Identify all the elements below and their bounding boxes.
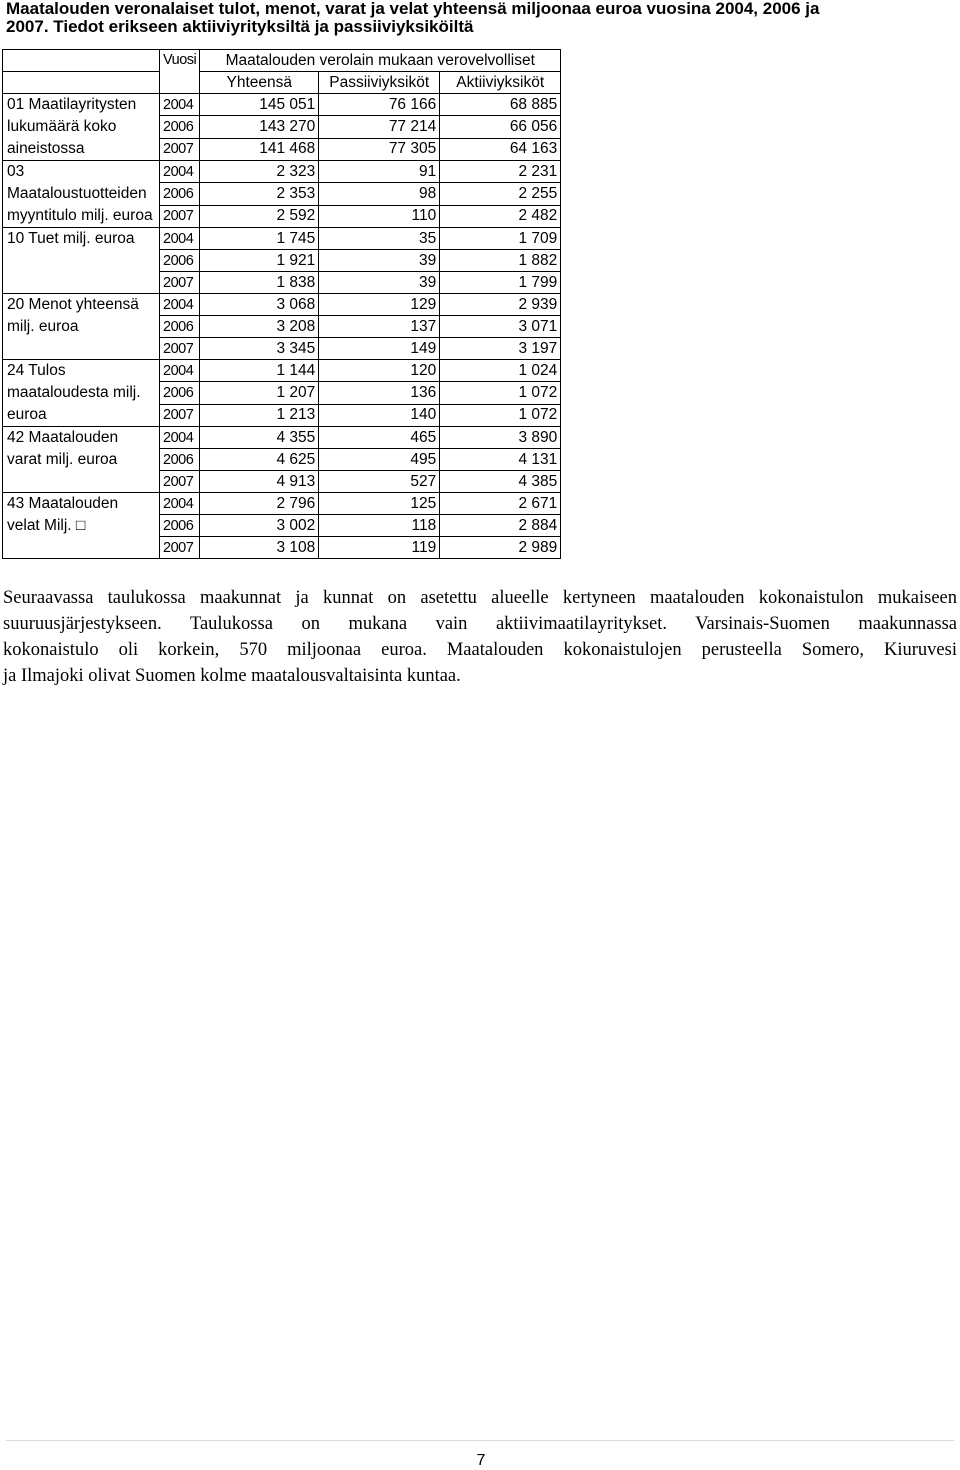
cell-total: 1 144 [200, 360, 319, 382]
cell-passive: 120 [319, 360, 440, 382]
row-group-label: 43 Maatalouden velat Milj. □ [3, 493, 160, 559]
row-group-label: 42 Maatalouden varat milj. euroa [3, 427, 160, 493]
cell-total: 1 838 [200, 272, 319, 294]
cell-year: 2004 [160, 161, 200, 183]
cell-active: 68 885 [440, 94, 561, 116]
cell-active: 2 989 [440, 537, 561, 559]
cell-total: 2 353 [200, 183, 319, 205]
cell-passive: 125 [319, 493, 440, 515]
header-active: Aktiiviyksiköt [440, 72, 561, 94]
cell-year: 2007 [160, 138, 200, 160]
cell-year: 2004 [160, 427, 200, 449]
cell-active: 66 056 [440, 116, 561, 138]
table-row [3, 427, 561, 449]
header-blank-cell-2 [3, 72, 160, 94]
statistics-table [2, 49, 561, 559]
cell-total: 2 592 [200, 205, 319, 227]
cell-year: 2006 [160, 515, 200, 537]
cell-total: 1 213 [200, 404, 319, 426]
cell-passive: 76 166 [319, 94, 440, 116]
cell-total: 2 796 [200, 493, 319, 515]
header-row-2 [3, 72, 561, 94]
cell-passive: 140 [319, 404, 440, 426]
cell-active: 2 884 [440, 515, 561, 537]
cell-total: 143 270 [200, 116, 319, 138]
paragraph-line-4: ja Ilmajoki olivat Suomen kolme maatalousvaltaisinta kuntaa. [3, 666, 461, 686]
table-row [3, 360, 561, 382]
table-row [3, 294, 561, 316]
cell-total: 3 002 [200, 515, 319, 537]
table-row [3, 228, 561, 250]
row-group-label: 01 Maatilayritysten lukumäärä koko aineistossa [3, 94, 160, 161]
cell-year: 2006 [160, 382, 200, 404]
cell-active: 64 163 [440, 138, 561, 160]
cell-year: 2007 [160, 404, 200, 426]
cell-passive: 118 [319, 515, 440, 537]
cell-active: 4 131 [440, 449, 561, 471]
table-row [3, 161, 561, 183]
paragraph-line-3: kokonaistulo oli korkein, 570 miljoonaa euroa. Maatalouden kokonaistulojen perusteella Somero, Kiuruvesi [3, 640, 957, 660]
cell-total: 3 208 [200, 316, 319, 338]
cell-active: 1 709 [440, 228, 561, 250]
row-group-label: 24 Tulos maataloudesta milj. euroa [3, 360, 160, 427]
cell-passive: 77 305 [319, 138, 440, 160]
cell-year: 2006 [160, 183, 200, 205]
cell-total: 4 625 [200, 449, 319, 471]
header-passive: Passiiviyksiköt [319, 72, 440, 94]
cell-year: 2004 [160, 294, 200, 316]
cell-passive: 91 [319, 161, 440, 183]
cell-total: 1 745 [200, 228, 319, 250]
cell-passive: 495 [319, 449, 440, 471]
cell-active: 1 072 [440, 382, 561, 404]
cell-year: 2007 [160, 272, 200, 294]
cell-total: 4 355 [200, 427, 319, 449]
cell-total: 3 108 [200, 537, 319, 559]
cell-total: 3 068 [200, 294, 319, 316]
cell-passive: 39 [319, 250, 440, 272]
cell-total: 2 323 [200, 161, 319, 183]
table-row [3, 493, 561, 515]
cell-year: 2007 [160, 471, 200, 493]
cell-year: 2006 [160, 449, 200, 471]
cell-year: 2007 [160, 537, 200, 559]
cell-passive: 39 [319, 272, 440, 294]
paragraph-line-1: Seuraavassa taulukossa maakunnat ja kunnat on asetettu alueelle kertyneen maatalouden kokonaistulon mukaiseen [3, 588, 957, 608]
cell-active: 1 882 [440, 250, 561, 272]
cell-passive: 98 [319, 183, 440, 205]
cell-passive: 465 [319, 427, 440, 449]
cell-year: 2004 [160, 493, 200, 515]
row-group-label: 03 Maataloustuotteiden myyntitulo milj. euroa [3, 161, 160, 228]
cell-active: 2 231 [440, 161, 561, 183]
cell-passive: 136 [319, 382, 440, 404]
cell-active: 1 799 [440, 272, 561, 294]
row-group-label: 20 Menot yhteensä milj. euroa [3, 294, 160, 360]
cell-year: 2004 [160, 228, 200, 250]
paragraph-line-2: suuruusjärjestykseen. Taulukossa on mukana vain aktiivimaatilayritykset. Varsinais-Suomen maakunnassa [3, 614, 957, 634]
cell-total: 145 051 [200, 94, 319, 116]
row-group-label: 10 Tuet milj. euroa [3, 228, 160, 294]
cell-active: 1 072 [440, 404, 561, 426]
page-number: 7 [476, 1452, 486, 1469]
cell-total: 3 345 [200, 338, 319, 360]
cell-passive: 110 [319, 205, 440, 227]
title-line-1: Maatalouden veronalaiset tulot, menot, varat ja velat yhteensä miljoonaa euroa vuosina 2004, 2006 ja [6, 0, 820, 18]
header-total: Yhteensä [200, 72, 319, 94]
title-line-2: 2007. Tiedot erikseen aktiiviyrityksiltä ja passiiviyksiköiltä [6, 17, 474, 36]
cell-active: 2 482 [440, 205, 561, 227]
cell-active: 3 071 [440, 316, 561, 338]
cell-passive: 35 [319, 228, 440, 250]
footer-divider [6, 1440, 954, 1441]
cell-active: 4 385 [440, 471, 561, 493]
cell-total: 1 921 [200, 250, 319, 272]
cell-total: 141 468 [200, 138, 319, 160]
header-year: Vuosi [160, 50, 200, 94]
cell-passive: 527 [319, 471, 440, 493]
cell-year: 2004 [160, 94, 200, 116]
cell-active: 2 671 [440, 493, 561, 515]
cell-total: 4 913 [200, 471, 319, 493]
cell-passive: 137 [319, 316, 440, 338]
cell-passive: 129 [319, 294, 440, 316]
cell-year: 2006 [160, 250, 200, 272]
cell-year: 2006 [160, 316, 200, 338]
cell-total: 1 207 [200, 382, 319, 404]
header-group: Maatalouden verolain mukaan verovelvolliset [200, 50, 561, 72]
body-paragraph [3, 585, 957, 689]
cell-passive: 77 214 [319, 116, 440, 138]
document-title [6, 0, 954, 36]
cell-active: 3 197 [440, 338, 561, 360]
cell-year: 2007 [160, 205, 200, 227]
cell-passive: 149 [319, 338, 440, 360]
cell-year: 2007 [160, 338, 200, 360]
cell-active: 2 939 [440, 294, 561, 316]
statistics-table-body [3, 50, 561, 559]
cell-active: 3 890 [440, 427, 561, 449]
header-blank-cell [3, 50, 160, 72]
header-row-1 [3, 50, 561, 72]
cell-active: 2 255 [440, 183, 561, 205]
cell-year: 2006 [160, 116, 200, 138]
table-row [3, 94, 561, 116]
cell-year: 2004 [160, 360, 200, 382]
cell-passive: 119 [319, 537, 440, 559]
cell-active: 1 024 [440, 360, 561, 382]
